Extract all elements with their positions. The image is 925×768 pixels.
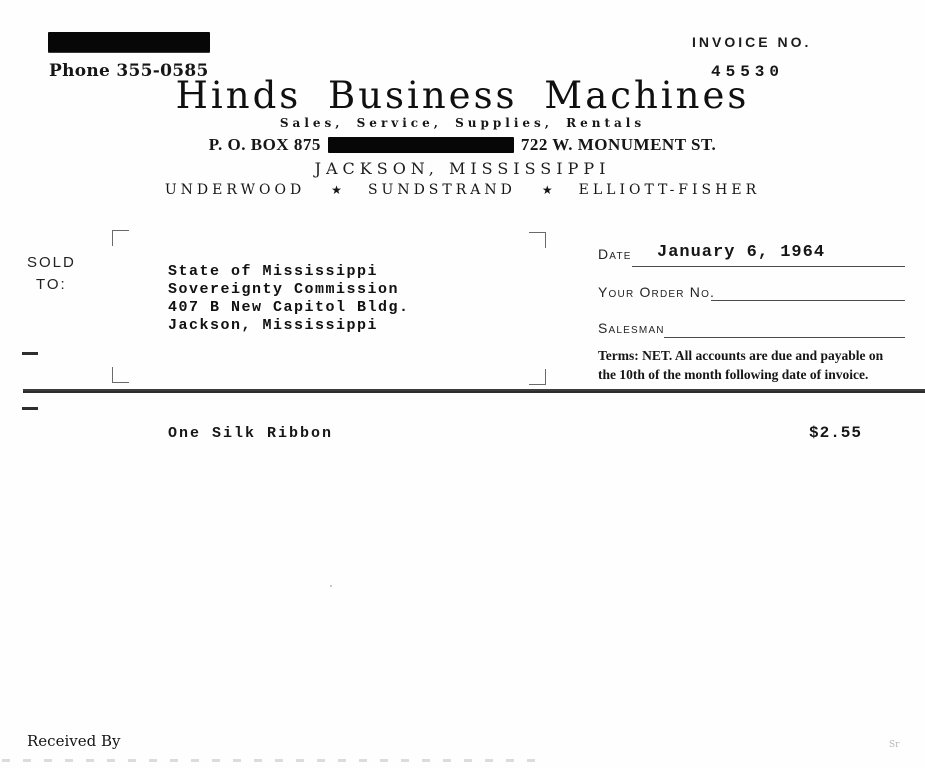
- redaction-bar-top: [48, 32, 210, 52]
- date-value: January 6, 1964: [657, 243, 826, 262]
- salesman-underline: [664, 337, 905, 338]
- date-underline: [632, 266, 905, 267]
- po-box: P. O. BOX 875: [208, 135, 321, 154]
- order-no-underline: [711, 300, 905, 301]
- invoice-no-value: 45530: [711, 63, 785, 81]
- corner-bracket-top-left: [112, 230, 129, 246]
- brand-sundstrand: SUNDSTRAND: [367, 182, 516, 198]
- city-state: JACKSON, MISSISSIPPI: [314, 159, 611, 178]
- address-line: Jackson, Mississippi: [168, 317, 379, 334]
- brand-elliott-fisher: ELLIOTT-FISHER: [578, 182, 761, 198]
- order-no-label: Your Order No.: [598, 284, 716, 300]
- star-icon: ★: [541, 183, 553, 197]
- company-tagline: Sales, Service, Supplies, Rentals: [279, 116, 646, 130]
- address-line: [0, 135, 925, 155]
- address-line: State of Mississippi: [168, 263, 379, 280]
- terms-text: Terms: NET. All accounts are due and payable on the 10th of the month following date of invoice.: [598, 348, 884, 382]
- corner-bracket-bottom-right: [529, 369, 546, 385]
- corner-bracket-top-right: [529, 232, 546, 248]
- date-label: Date: [598, 246, 632, 262]
- scan-edge-dashes: [2, 759, 547, 762]
- margin-dash: [22, 407, 38, 410]
- brand-list: [0, 182, 925, 198]
- phone-number: Phone 355-0585: [49, 61, 209, 81]
- redaction-bar-address: [328, 137, 514, 153]
- sold-to-label: SOLD TO:: [27, 254, 76, 293]
- scan-speck: [330, 585, 332, 587]
- corner-bracket-bottom-left: [112, 367, 129, 383]
- street-address: 722 W. MONUMENT ST.: [520, 135, 717, 154]
- section-divider-rule: [23, 389, 925, 393]
- address-line: 407 B New Capitol Bldg.: [168, 299, 410, 316]
- brand-underwood: UNDERWOOD: [164, 182, 306, 198]
- star-icon: ★: [331, 183, 342, 197]
- item-amount: $2.55: [809, 424, 863, 442]
- company-name: Hinds Business Machines: [175, 74, 750, 117]
- customer-address-block: [168, 263, 410, 335]
- item-description: One Silk Ribbon: [168, 425, 334, 442]
- received-by-label: Received By: [27, 732, 121, 750]
- address-line: Sovereignty Commission: [168, 281, 400, 298]
- salesman-label: Salesman: [598, 320, 665, 336]
- margin-dash: [22, 352, 38, 355]
- scan-artifact-mark: Sr: [889, 740, 900, 750]
- invoice-no-label: INVOICE NO.: [692, 34, 812, 50]
